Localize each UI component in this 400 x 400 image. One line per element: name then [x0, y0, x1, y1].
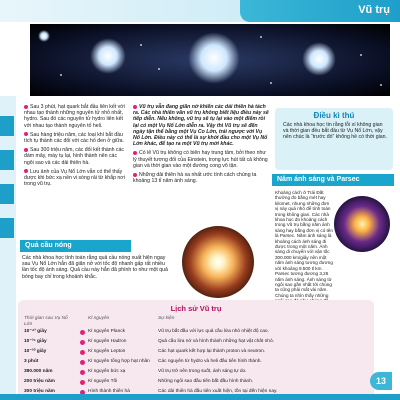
timeline-row [18, 348, 374, 357]
bright-star [90, 38, 126, 74]
star-dot [260, 36, 262, 38]
timeline-row [18, 328, 374, 337]
row-event: Quả cầu lửa nở và hình thành những hạt vật chất nhỏ. [158, 339, 274, 344]
fun-fact-body: Các nhà khoa học tin rằng lỗi xí không gian và thời gian đều bắt đầu từ Vụ Nổ Lớn, vậy nên chúc là “trước đó” không hề có thời gian. [283, 122, 387, 141]
timeline-row [18, 368, 374, 377]
bullet-icon [133, 173, 137, 177]
bullet-icon [24, 105, 28, 109]
row-era: Kỉ nguyên Tối [88, 379, 118, 384]
paragraph: Lưu ảnh của Vụ Nổ Lớn vẫn có thể thấy được khi bức xạ nền vi sóng rải từ khắp nơi trong vũ trụ. [24, 168, 125, 188]
row-time: 10⁻³⁵ giây [24, 339, 47, 344]
bullet-icon [133, 105, 137, 109]
space-photo [30, 24, 390, 96]
side-tab [0, 218, 14, 238]
star-dot [140, 44, 142, 46]
middle-text-column [133, 104, 269, 224]
paragraph: Có lẽ Vũ trụ không có biên hay trung tâm, bởi theo như lý thuyết tương đối của Einstein, trọng lực hút tất cả không gian và thời gian vào một đường cong vô tận. [133, 150, 268, 169]
highlight-paragraph: Vũ trụ vẫn đang giãn nở khiến các dải thiên hà tách ra. Các nhà thiên văn vũ trụ không biết liệu điều này sẽ tiếp diễn. Nếu không, vũ trụ sẽ tụ lại vào một điểm rồi lại có một Vụ Nổ Lớn diễn ra. Vậy thì Vũ trụ sẽ đến ngày tận thế bằng một Vụ Co Lớn, trái ngược với Vụ Nổ Lớn. Điều này có thể là sự khởi đầu cho một Vụ Nổ Lớn khác, để tạo ra một Vũ trụ mới khác. [133, 104, 269, 148]
row-era: Kỉ nguyên Planck [88, 329, 126, 334]
timeline-row [18, 358, 374, 367]
hot-sphere-section-title: Quả cầu nóng [20, 240, 131, 252]
galaxy-image [334, 196, 390, 252]
side-tab [0, 184, 14, 204]
left-margin-strip [0, 96, 16, 400]
timeline-dot-icon [80, 350, 85, 355]
row-event: Các nguyên tử hydro và heli đầu tiên hình thành. [158, 359, 262, 364]
row-time: 3 phút [24, 359, 39, 364]
timeline-table [18, 300, 374, 400]
paragraph: Sau hàng triệu năm, các loại khí bắt đầu tích tụ thành các đối với các hố đen ở giữa. [24, 131, 124, 145]
row-time: 10⁻⁴³ giây [24, 329, 47, 334]
star-dot [60, 74, 62, 76]
paragraph: Những dải thiên hà xa nhất ước tính cách chúng ta khoảng 13 tỉ năm ánh sáng. [133, 172, 257, 185]
star-dot [360, 54, 362, 56]
star-dot [158, 68, 160, 70]
row-era: Hình thành thiên hà [88, 389, 130, 394]
row-era: Kỉ nguyên Hadron [88, 339, 127, 344]
row-event: Vũ trụ bắt đầu với lực quả cầu lửa nhỏ nhiệt độ cao. [158, 329, 269, 334]
timeline-title: Lịch sử Vũ trụ [170, 304, 222, 313]
row-event: Vũ trụ trở nên trong suốt, ánh sáng tự do. [158, 369, 247, 374]
row-time: 200 triệu năm [24, 379, 55, 384]
chapter-tab [240, 0, 400, 22]
hot-sphere-section-body: Các nhà khoa học tính toán rằng quả cầu nóng xuất hiện ngay sau Vụ Nổ Lớn hẳn đã giãn nở với tốc độ nhanh gấp rất nhiều lần tốc độ ánh sáng. Quả cầu này hẳn đã phình to như một quả bóng bay chỉ trong khoảnh khắc. [22, 255, 168, 280]
bright-star [188, 32, 240, 84]
timeline-row [18, 338, 374, 347]
timeline-dot-icon [80, 380, 85, 385]
star-dot [270, 82, 272, 84]
parsec-section-title: Năm ánh sáng và Parsec [272, 174, 394, 186]
row-time: 10⁻¹⁰ giây [24, 349, 47, 354]
column-header-event: Sự kiện [158, 316, 175, 321]
row-era: Kỉ nguyên bức xạ [88, 369, 126, 374]
side-tab [0, 116, 14, 136]
star-dot [380, 84, 382, 86]
row-time: 300 triệu năm [24, 389, 55, 394]
fireball-image [182, 226, 254, 298]
bottom-strip [0, 394, 400, 400]
row-era: Kỉ nguyên tổng hợp hạt nhân [88, 359, 150, 364]
bullet-icon [133, 151, 137, 155]
side-tab [0, 150, 14, 170]
column-header-era: Kỉ nguyên [88, 316, 110, 321]
paragraph: Sau 3 phút, hạt quark bắt đầu liên kết với nhau tạo thành những nguyên tử nhỏ nhất, hydro. Sau đó các nguyên tử hydro liên kết với nhau tạo thành nguyên tố heli. [24, 104, 125, 129]
timeline-dot-icon [80, 340, 85, 345]
chapter-title: Vũ trụ [358, 4, 390, 16]
paragraph: Sau 300 triệu năm, các đối kết thành các đám mây, máy tụ lại, hình thành nên các ngôi sao và các dải thiên hà. [24, 147, 125, 166]
row-event: Các dải thiên hà đầu tiên xuất hiện, tồn tại đến hiện nay. [158, 389, 278, 394]
parsec-section-body: Khoảng cách ở Trái Đất thường đo bằng mét hay kilomet, nhưng những đơn vị này quá nhỏ để tính toán trong không gian. Các nhà khoa học đo khoảng cách trong Vũ trụ bằng năm ánh sáng hay bằng đơn vị có tên là Parsec. Năm ánh sáng là khoảng cách ánh sáng đi được trong một năm. Ánh sáng di chuyển với vận tốc 300.000 km/giây nên một năm ánh sáng tương đương với khoảng 9.500 tỉ km. Parsec tương đương 3,26 năm ánh sáng. Ánh sáng từ ngôi sao gần nhất tới chúng ta cũng phải mất vài năm. Chúng ta nhìn thấy những [275, 190, 333, 298]
fun-fact-title: Điều kì thú [313, 111, 355, 120]
timeline-dot-icon [80, 360, 85, 365]
timeline-dot-icon [80, 370, 85, 375]
left-text-column [24, 104, 128, 190]
timeline-dot-icon [80, 330, 85, 335]
timeline-row [18, 378, 374, 387]
page-number: 13 [370, 372, 392, 390]
row-era: Kỉ nguyên Lepton [88, 349, 126, 354]
bullet-icon [24, 132, 28, 136]
bright-star [302, 42, 336, 76]
small-star [38, 30, 50, 42]
bullet-icon [24, 169, 28, 173]
row-event: Các hạt quark kết hợp lại thành proton và neutron. [158, 349, 266, 354]
fun-fact-box [275, 108, 393, 170]
bullet-icon [24, 148, 28, 152]
column-header-time: Thời gian sau Vụ Nổ Lớn [24, 316, 68, 327]
row-time: 380.000 năm [24, 369, 53, 374]
row-event: Những ngôi sao đầu tiên bắt đầu hình thành. [158, 379, 254, 384]
